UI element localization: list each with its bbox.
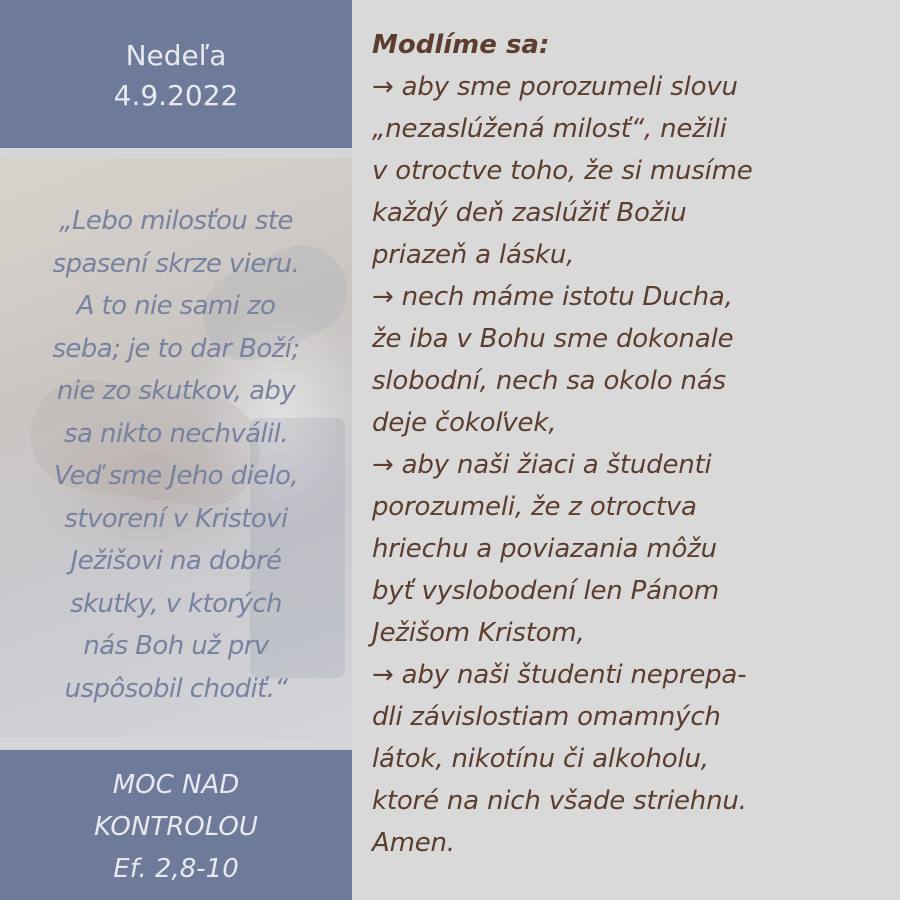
quote-line: skutky, v ktorých [70, 588, 282, 619]
divider [0, 148, 352, 158]
title-line: MOC NAD [112, 770, 240, 800]
quote-line: spasení skrze vieru. [52, 248, 300, 279]
prayer-line: každý deň zaslúžiť Božiu [372, 198, 687, 228]
quote-line: sa nikto nechválil. [64, 418, 288, 449]
prayer-line: byť vyslobodení len Pánom [372, 576, 719, 606]
date-label: 4.9.2022 [113, 79, 239, 112]
quote-panel [0, 158, 352, 738]
prayer-line: v otroctve toho, že si musíme [372, 156, 753, 186]
quote-line: A to nie sami zo [76, 291, 276, 321]
quote-line: nie zo skutkov, aby [56, 376, 296, 406]
quote-line: „Lebo milosťou ste [59, 206, 293, 236]
prayer-line: porozumeli, že z otroctva [372, 492, 697, 522]
prayer-line: Ježišom Kristom, [372, 618, 585, 648]
prayer-line: dli závislostiam omamných [372, 702, 721, 732]
prayer-line: → aby naši študenti neprepa- [372, 660, 747, 690]
prayer-line: priazeň a lásku, [372, 240, 575, 270]
prayer-line: látok, nikotínu či alkoholu, [372, 744, 709, 774]
prayer-line: → aby naši žiaci a študenti [372, 450, 712, 480]
prayer-line: ktoré na nich všade striehnu. [372, 786, 747, 816]
quote-line: Ježišovi na dobré [70, 546, 282, 576]
prayer-line: „nezaslúžená milosť“, nežili [372, 114, 727, 144]
day-label: Nedeľa [125, 39, 227, 72]
title-line: KONTROLOU [94, 812, 258, 842]
divider [0, 738, 352, 750]
prayer-line: hriechu a poviazania môžu [372, 534, 717, 564]
prayer-line: → aby sme porozumeli slovu [372, 72, 738, 102]
date-panel [0, 0, 352, 148]
quote-line: uspôsobil chodiť.“ [64, 673, 288, 704]
title-panel [0, 750, 352, 900]
prayer-heading: Modlíme sa: [372, 30, 550, 60]
quote-line: stvorení v Kristovi [64, 503, 288, 534]
prayer-text [372, 66, 900, 864]
prayer-line: deje čokoľvek, [372, 408, 557, 438]
bible-quote [0, 200, 352, 710]
right-column [352, 0, 900, 900]
prayer-line: Amen. [372, 828, 455, 858]
left-column [0, 0, 352, 900]
quote-line: nás Boh už prv [83, 631, 269, 661]
prayer-line: slobodní, nech sa okolo nás [372, 366, 726, 396]
prayer-line: že iba v Bohu sme dokonale [372, 324, 734, 354]
prayer-line: → nech máme istotu Ducha, [372, 282, 733, 312]
quote-line: seba; je to dar Boží; [52, 333, 300, 364]
scripture-reference: Ef. 2,8-10 [113, 854, 239, 884]
quote-line: Veď sme Jeho dielo, [53, 461, 299, 491]
